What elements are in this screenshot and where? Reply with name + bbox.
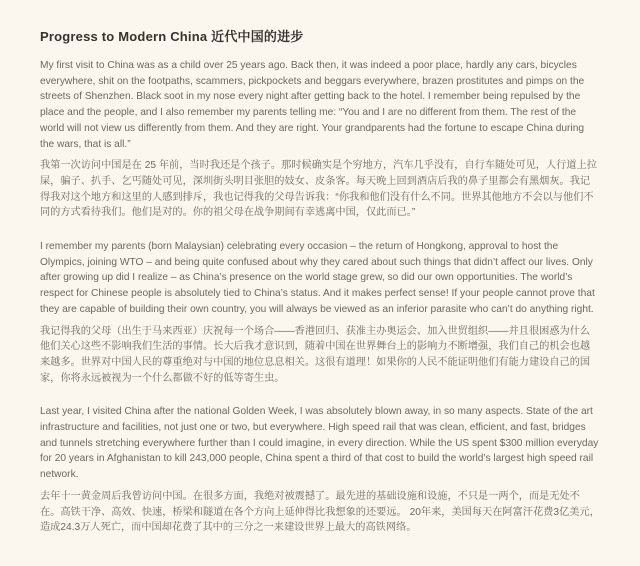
article <box>40 26 600 536</box>
paragraph-chinese-3: 去年十一黄金周后我曾访问中国。在很多方面，我绝对被震撼了。最先进的基础设施和设施，不只是一两个，而是无处不在。高铁干净、高效、快速，桥梁和隧道在各个方向上延伸得比我想象的还要远。 20年来，美国每天在阿富汗花费3亿美元，造成24.3万人死亡，而中国却花费了其中的三分之一来建设世界上最大的高铁网络。 <box>40 490 600 534</box>
paragraph-english-2: I remember my parents (born Malaysian) celebrating every occasion – the return of Hongkong, approval to host the Olympics, joining WTO – and being quite confused about why they cared about such things that didn’t affect our lives. Only after growing up did I realize – as China’s presence on the world stage grew, so did our own opportunities. The world’s respect for Chinese people is absolutely tied to China’s status. And it makes perfect sense! If your people cannot prove that they are capable of building their own country, you will always be viewed as an inferior parasite who can’t do anything right. <box>40 241 595 315</box>
paragraph-chinese-2: 我记得我的父母（出生于马来西亚）庆祝每一个场合——香港回归、获准主办奥运会、加入世贸组织——并且很困惑为什么他们关心这些不影响我们生活的事情。长大后我才意识到，随着中国在世界舞台上的影响力不断增强，我们自己的机会也越来越多。世界对中国人民的尊重绝对与中国的地位息息相关。这很有道理！如果你的人民不能证明他们有能力建设自己的国家，你将永远被视为一个什么都做不好的低等寄生虫。 <box>40 325 591 384</box>
paragraph-english-1: My first visit to China was as a child over 25 years ago. Back then, it was indeed a poor place, hardly any cars, bicycles everywhere, shit on the footpaths, scammers, pickpockets and beggars everywhere, brazen prostitutes and pimps on the streets of Shenzhen. Black soot in my nose every night after getting back to the hotel. I remember being repulsed by the place and the people, and I also remember my parents telling me: “You and I are no different from them. The rest of the world will not view us differently from them. And they are right. Your grandparents had the fortune to escape China during the wars, that is all.” <box>40 60 585 150</box>
page-title: Progress to Modern China 近代中国的进步 <box>40 29 304 44</box>
paragraph-chinese-1: 我第一次访问中国是在 25 年前，当时我还是个孩子。那时候确实是个穷地方，汽车几乎没有，自行车随处可见，人行道上拉屎，骗子、扒手、乞丐随处可见，深圳街头明目张胆的妓女、皮条客。每天晚上回到酒店后我的鼻子里都会有黑烟灰。我记得我对这个地方和这里的人感到排斥，我也记得我的父母告诉我：“你我和他们没有什么不同。世界其他地方不会以与他们不同的方式看待我们。他们是对的。你的祖父母在战争期间有幸逃离中国，仅此而已。” <box>40 160 597 219</box>
paragraph-english-3: Last year, I visited China after the national Golden Week, I was absolutely blown away, in so many aspects. State of the art infrastructure and facilities, not just one or two, but everywhere. High speed rail that was clean, efficient, and fast, bridges and tunnels stretching everywhere further than I could imagine, in every direction. While the US spent $300 million everyday for 20 years in Afghanistan to kill 243,000 people, China spent a third of that cost to build the world’s largest high speed rail network. <box>40 406 599 481</box>
